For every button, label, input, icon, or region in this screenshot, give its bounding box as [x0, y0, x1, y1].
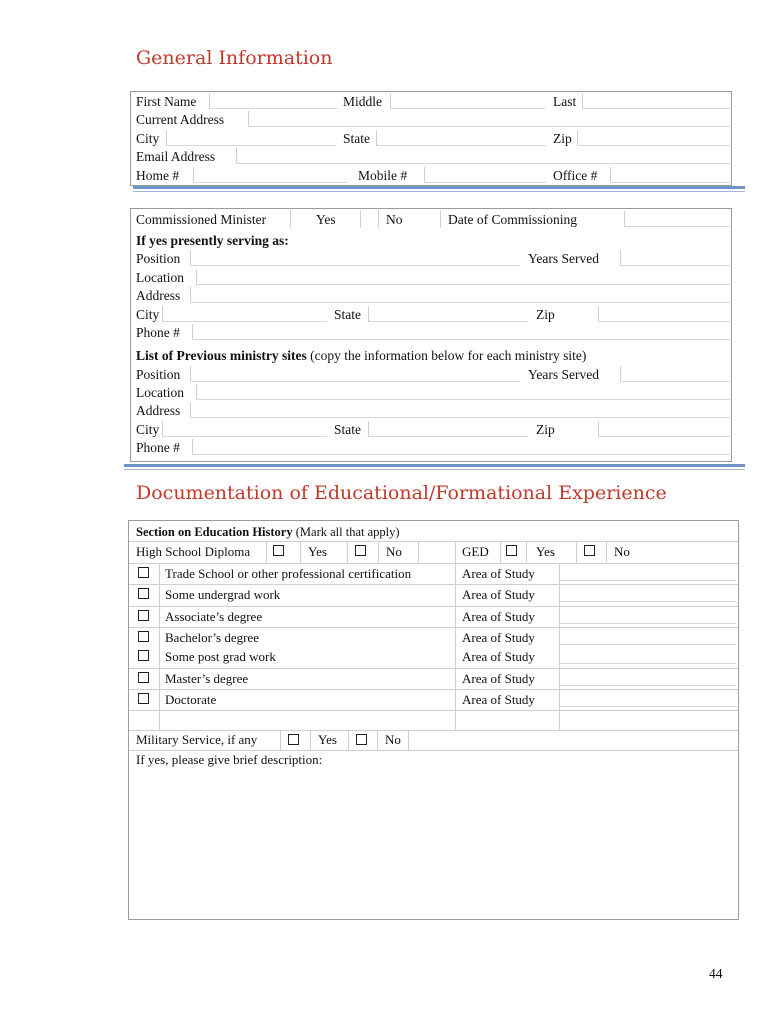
education-item-label: Associate’s degree: [165, 609, 263, 624]
prev-address-input[interactable]: [190, 402, 730, 418]
education-item-label: Some undergrad work: [165, 587, 281, 602]
prev-position-input[interactable]: [190, 366, 520, 382]
education-history-note: (Mark all that apply): [292, 525, 400, 539]
area-of-study-input[interactable]: [560, 629, 736, 645]
date-of-commissioning-label: Date of Commissioning: [448, 212, 577, 227]
ged-no-checkbox[interactable]: [584, 545, 595, 556]
bachelors-checkbox[interactable]: [138, 631, 149, 642]
prev-city-input[interactable]: [162, 421, 327, 437]
high-school-diploma-label: High School Diploma: [136, 544, 251, 559]
military-description-label: If yes, please give brief description:: [136, 752, 323, 767]
location-label: Location: [136, 270, 184, 285]
zip-label: Zip: [553, 131, 572, 146]
last-label: Last: [553, 94, 577, 109]
trade-school-checkbox[interactable]: [138, 567, 149, 578]
military-yes-label: Yes: [318, 732, 337, 747]
date-of-commissioning-input[interactable]: [624, 211, 730, 227]
zip-input[interactable]: [577, 130, 730, 146]
city-label: City: [136, 131, 160, 146]
years-served-label: Years Served: [528, 251, 599, 266]
middle-name-input[interactable]: [390, 93, 545, 109]
current-address-input[interactable]: [248, 111, 730, 127]
commissioned-no-label: No: [386, 212, 403, 227]
education-history-bold: Section on Education History: [136, 525, 293, 539]
home-phone-label: Home #: [136, 168, 180, 183]
previous-ministry-sites-bold: List of Previous ministry sites: [136, 348, 307, 363]
section-divider: [133, 186, 745, 189]
city-input[interactable]: [166, 130, 336, 146]
office-label: Office #: [553, 168, 598, 183]
military-yes-checkbox[interactable]: [288, 734, 299, 745]
area-of-study-label: Area of Study: [462, 609, 535, 624]
first-name-label: First Name: [136, 94, 197, 109]
state-input[interactable]: [376, 130, 546, 146]
mobile-label: Mobile #: [358, 168, 408, 183]
education-item-label: Master’s degree: [165, 671, 249, 686]
ministry-city-label: City: [136, 307, 160, 322]
area-of-study-label: Area of Study: [462, 671, 535, 686]
masters-checkbox[interactable]: [138, 672, 149, 683]
associates-checkbox[interactable]: [138, 610, 149, 621]
presently-serving-heading: If yes presently serving as:: [136, 233, 289, 248]
ged-yes-label: Yes: [536, 544, 555, 559]
prev-location-input[interactable]: [196, 384, 730, 400]
middle-label: Middle: [343, 94, 382, 109]
education-history-heading: [136, 524, 400, 540]
area-of-study-input[interactable]: [560, 670, 736, 686]
ged-yes-checkbox[interactable]: [506, 545, 517, 556]
area-of-study-label: Area of Study: [462, 692, 535, 707]
ged-no-label: No: [614, 544, 630, 559]
ministry-city-input[interactable]: [162, 306, 327, 322]
area-of-study-input[interactable]: [560, 608, 736, 624]
previous-ministry-sites-note: (copy the information below for each ministry site): [306, 348, 587, 363]
hs-diploma-yes-checkbox[interactable]: [273, 545, 284, 556]
prev-state-label: State: [334, 422, 361, 437]
area-of-study-input[interactable]: [560, 586, 736, 602]
phone-label: Phone #: [136, 325, 180, 340]
area-of-study-label: Area of Study: [462, 630, 535, 645]
commissioned-minister-label: Commissioned Minister: [136, 212, 267, 227]
email-label: Email Address: [136, 149, 216, 164]
prev-location-label: Location: [136, 385, 184, 400]
general-information-heading: General Information: [136, 47, 333, 69]
commissioned-yes-label: Yes: [316, 212, 336, 227]
location-input[interactable]: [196, 269, 730, 285]
page-number: 44: [709, 966, 723, 981]
prev-zip-input[interactable]: [598, 421, 730, 437]
doctorate-checkbox[interactable]: [138, 693, 149, 704]
prev-years-served-input[interactable]: [620, 366, 730, 382]
first-name-input[interactable]: [209, 93, 337, 109]
prev-city-label: City: [136, 422, 160, 437]
section-divider-2-thin: [124, 469, 745, 470]
area-of-study-label: Area of Study: [462, 587, 535, 602]
military-description-textarea[interactable]: [131, 770, 736, 916]
position-input[interactable]: [190, 250, 520, 266]
ministry-state-label: State: [334, 307, 361, 322]
position-label: Position: [136, 251, 181, 266]
previous-ministry-sites-heading: [136, 348, 586, 364]
hs-diploma-no-label: No: [386, 544, 402, 559]
prev-years-served-label: Years Served: [528, 367, 599, 382]
prev-position-label: Position: [136, 367, 181, 382]
hs-diploma-yes-label: Yes: [308, 544, 327, 559]
post-grad-checkbox[interactable]: [138, 650, 149, 661]
prev-phone-label: Phone #: [136, 440, 180, 455]
hs-diploma-no-checkbox[interactable]: [355, 545, 366, 556]
education-item-label: Some post grad work: [165, 649, 276, 664]
military-service-label: Military Service, if any: [136, 732, 258, 747]
ministry-state-input[interactable]: [368, 306, 528, 322]
education-item-label: Trade School or other professional certification: [165, 566, 412, 581]
undergrad-checkbox[interactable]: [138, 588, 149, 599]
email-input[interactable]: [236, 148, 730, 164]
section-divider-thin: [133, 191, 745, 192]
prev-phone-input[interactable]: [192, 439, 730, 455]
ministry-zip-input[interactable]: [598, 306, 730, 322]
mobile-input[interactable]: [424, 167, 546, 183]
prev-address-label: Address: [136, 403, 181, 418]
education-item-label: Doctorate: [165, 692, 217, 707]
office-input[interactable]: [610, 167, 730, 183]
prev-state-input[interactable]: [368, 421, 528, 437]
ministry-zip-label: Zip: [536, 307, 555, 322]
area-of-study-input[interactable]: [560, 648, 736, 664]
education-item-label: Bachelor’s degree: [165, 630, 259, 645]
address-label: Address: [136, 288, 181, 303]
area-of-study-input[interactable]: [560, 691, 736, 707]
state-label: State: [343, 131, 370, 146]
military-no-checkbox[interactable]: [356, 734, 367, 745]
area-of-study-label: Area of Study: [462, 649, 535, 664]
years-served-input[interactable]: [620, 250, 730, 266]
area-of-study-input[interactable]: [560, 565, 736, 581]
ged-label: GED: [462, 544, 489, 559]
area-of-study-label: Area of Study: [462, 566, 535, 581]
military-no-label: No: [385, 732, 401, 747]
education-heading: Documentation of Educational/Formational Experience: [136, 482, 667, 504]
address-input[interactable]: [190, 287, 730, 303]
home-phone-input[interactable]: [193, 167, 348, 183]
phone-input[interactable]: [192, 324, 730, 340]
last-name-input[interactable]: [582, 93, 730, 109]
prev-zip-label: Zip: [536, 422, 555, 437]
current-address-label: Current Address: [136, 112, 225, 127]
section-divider-2: [124, 464, 745, 467]
